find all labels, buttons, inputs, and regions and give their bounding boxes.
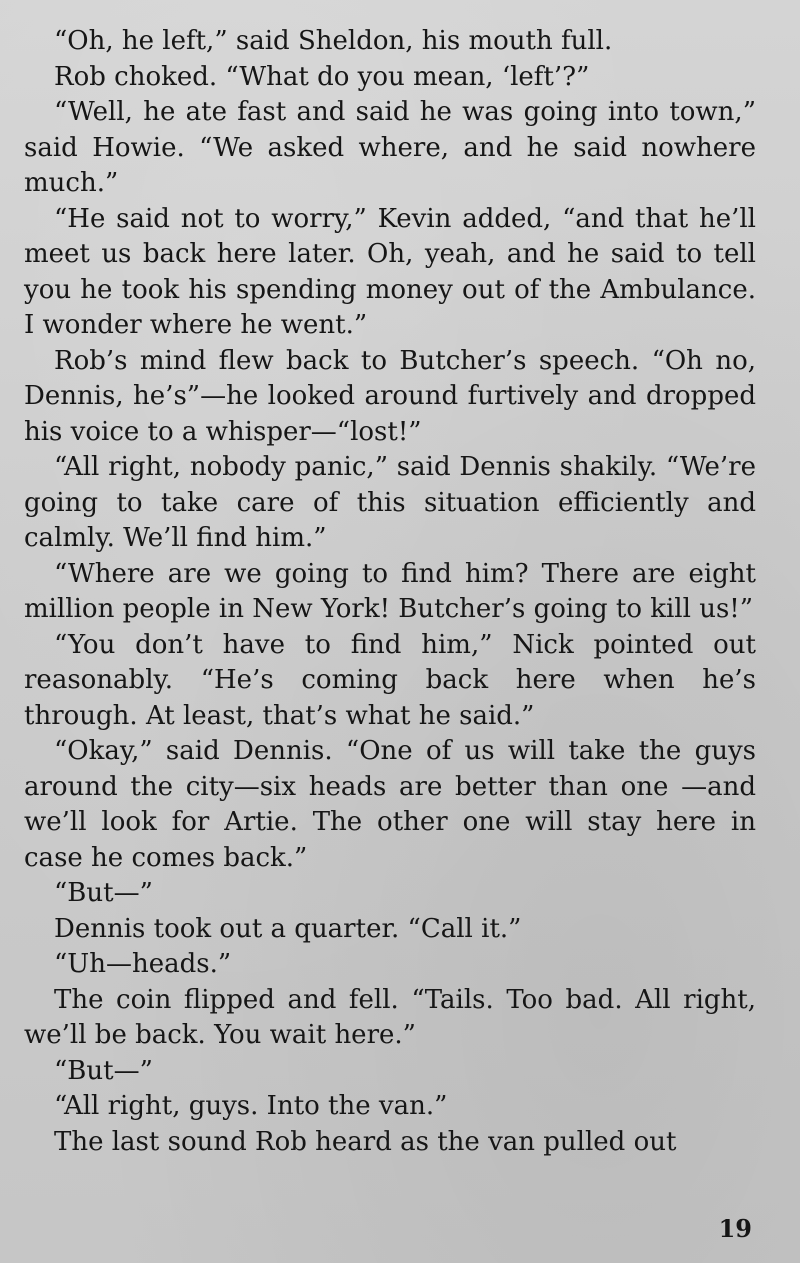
paragraph: “You don’t have to find him,” Nick pointed out reasonably. “He’s coming back here when he’s through. At least, that’s what he said.” (24, 629, 756, 731)
paragraph: “But—” (54, 878, 153, 908)
body-text (24, 24, 756, 1160)
paragraph: “Where are we going to find him? There are eight million people in New York! Butcher’s going to kill us!” (24, 558, 756, 624)
paragraph: “But—” (54, 1055, 153, 1086)
paragraph: “He said not to worry,” Kevin added, “and that he’ll meet us back here later. Oh, yeah, and he said to tell you he took his spending money out of the Ambulance. I wonder where he went.” (24, 203, 756, 340)
paragraph: The last sound Rob heard as the van pulled out (54, 1126, 677, 1157)
page-number: 19 (718, 1214, 752, 1243)
paragraph: The coin flipped and fell. “Tails. Too bad. All right, we’ll be back. You wait here.” (24, 984, 756, 1050)
paragraph: “Okay,” said Dennis. “One of us will take the guys around the city—six heads are better than one —and we’ll look for Artie. The other one will stay here in case he comes back.” (24, 736, 756, 873)
paragraph: Rob’s mind flew back to Butcher’s speech. “Oh no, Dennis, he’s”—he looked around furtively and dropped his voice to a whisper—“lost!” (24, 345, 756, 447)
paragraph: Rob choked. “What do you mean, ‘left’?” (54, 61, 590, 92)
paragraph: “Oh, he left,” said Sheldon, his mouth full. (54, 26, 613, 56)
paragraph: “Well, he ate fast and said he was going into town,” said Howie. “We asked where, and he said nowhere much.” (24, 97, 756, 198)
paragraph: “All right, guys. Into the van.” (54, 1091, 448, 1121)
paragraph: Dennis took out a quarter. “Call it.” (54, 913, 522, 944)
paragraph: “All right, nobody panic,” said Dennis shakily. “We’re going to take care of this situation efficiently and calmly. We’ll find him.” (24, 452, 756, 553)
paragraph: “Uh—heads.” (54, 949, 232, 979)
